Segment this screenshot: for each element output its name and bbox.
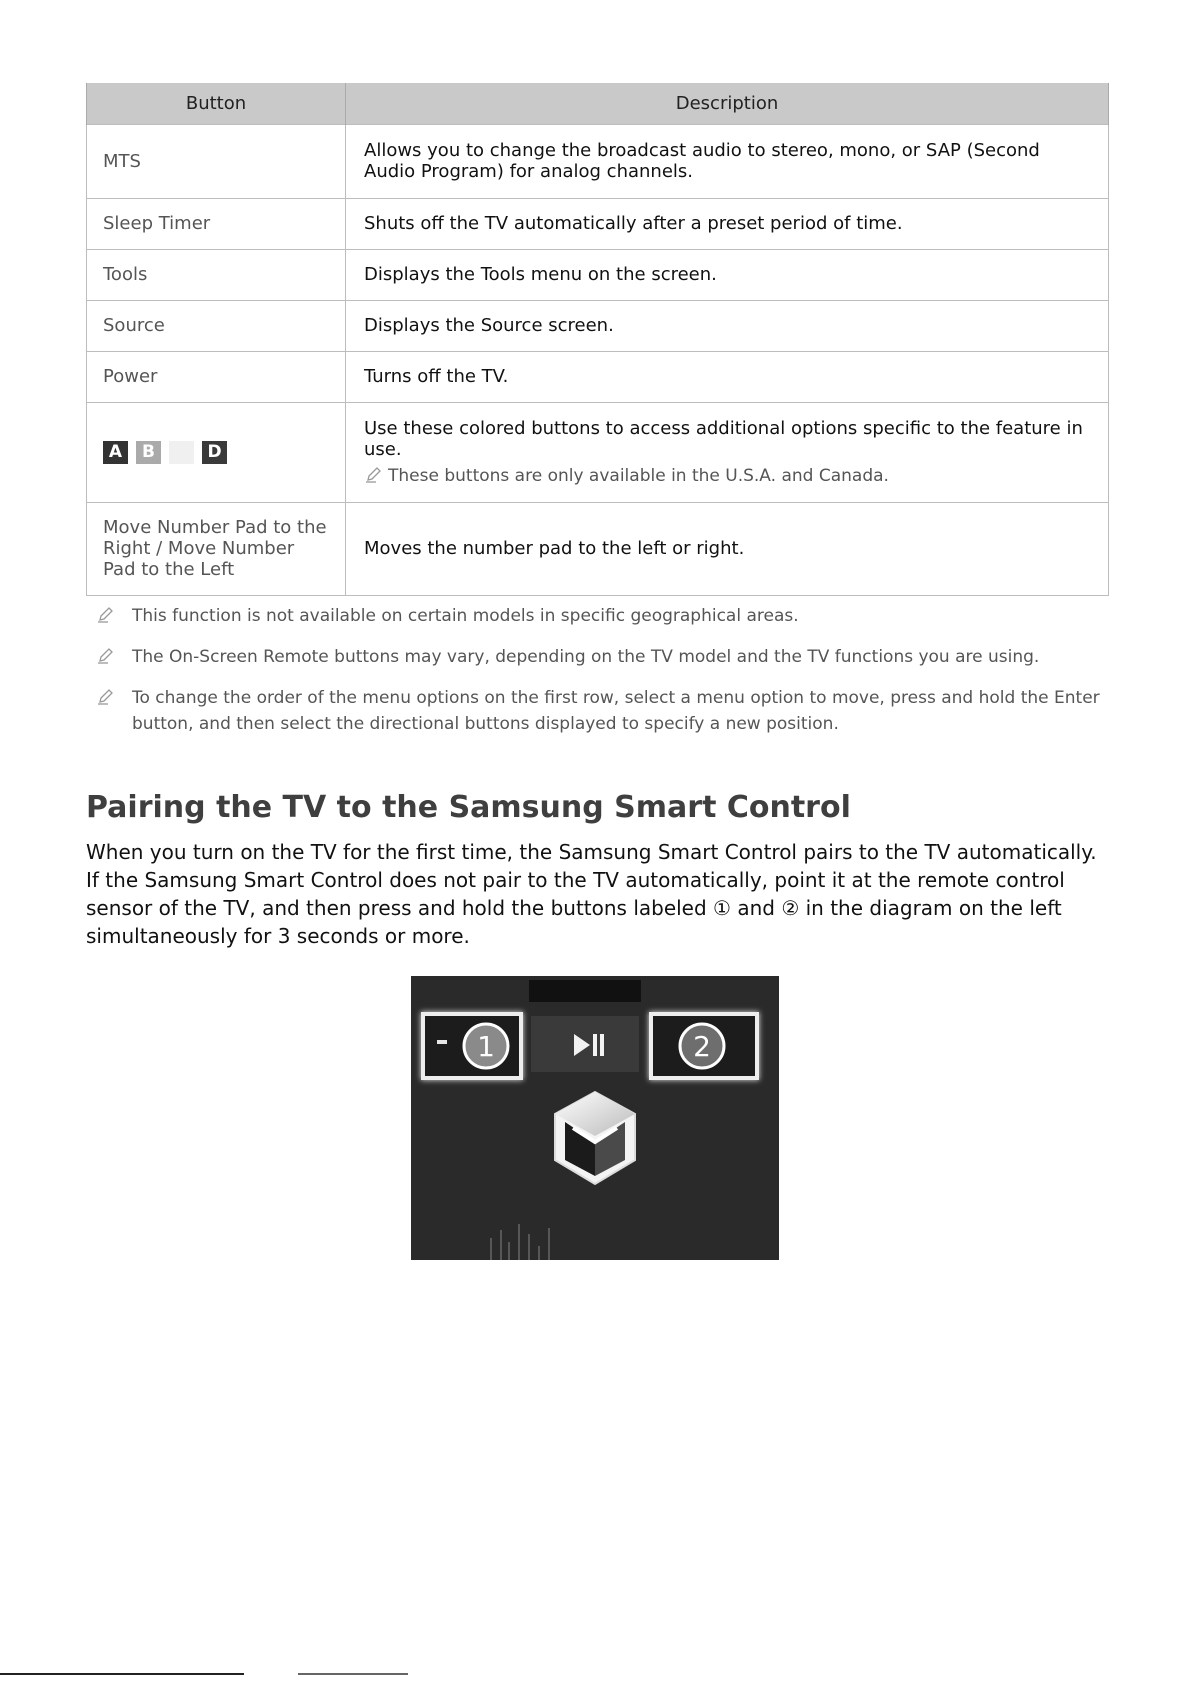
footer-rule: [298, 1673, 408, 1675]
section-title: Pairing the TV to the Samsung Smart Control: [86, 790, 851, 825]
table-row: [87, 249, 1109, 300]
note-text: To change the order of the menu options on the first row, select a menu option to move, press and hold the Enter button, and then select the directional buttons displayed to specify a new position.: [132, 688, 1100, 734]
section-paragraph: When you turn on the TV for the first time, the Samsung Smart Control pairs to the TV automatically. If the Samsung Smart Control does not pair to the TV automatically, point it at the remote control sensor of the TV, and then press and hold the buttons labeled ① and ② in the diagram on the left simultaneously for 3 seconds or more.: [86, 840, 1097, 948]
footer-rule: [0, 1673, 244, 1675]
color-keys-cell: [87, 402, 346, 502]
button-1-label: 1: [477, 1030, 495, 1063]
table-row: [87, 300, 1109, 351]
table-row: [87, 402, 1109, 502]
button-description: Moves the number pad to the left or right.: [346, 502, 1109, 595]
button-description: Turns off the TV.: [346, 351, 1109, 402]
table-row: [87, 502, 1109, 595]
button-description-table: [86, 83, 1109, 596]
button-name: MTS: [87, 124, 346, 198]
button-description: [346, 402, 1109, 502]
pencil-icon: [364, 466, 382, 484]
button-name: Move Number Pad to the Right / Move Number Pad to the Left: [87, 502, 346, 595]
notes-list: [96, 603, 1106, 752]
color-key-b: B: [136, 441, 161, 464]
table-header-row: [87, 83, 1109, 124]
button-description: Allows you to change the broadcast audio to stereo, mono, or SAP (Second Audio Program) for analog channels.: [346, 124, 1109, 198]
button-name: Source: [87, 300, 346, 351]
button-description: Displays the Source screen.: [346, 300, 1109, 351]
color-keys-description: Use these colored buttons to access additional options specific to the feature in use.: [364, 417, 1083, 460]
pencil-icon: [96, 647, 114, 665]
color-key-a: A: [103, 441, 128, 464]
inline-note-text: These buttons are only available in the U.S.A. and Canada.: [388, 465, 889, 486]
color-key-d: D: [202, 441, 227, 464]
button-1-highlight: [423, 1014, 521, 1078]
note-text: The On-Screen Remote buttons may vary, depending on the TV model and the TV functions you are using.: [132, 647, 1040, 667]
button-name: Tools: [87, 249, 346, 300]
button-name: Power: [87, 351, 346, 402]
remote-diagram-svg: [411, 976, 779, 1260]
table-row: [87, 124, 1109, 198]
note-item: [96, 685, 1106, 737]
pencil-icon: [96, 606, 114, 624]
header-description: Description: [346, 83, 1109, 124]
table-row: [87, 351, 1109, 402]
header-button: Button: [87, 83, 346, 124]
button-description: Shuts off the TV automatically after a preset period of time.: [346, 198, 1109, 249]
button-2-label: 2: [693, 1030, 711, 1063]
note-item: [96, 603, 1106, 629]
remote-diagram: [411, 976, 779, 1260]
button-description: Displays the Tools menu on the screen.: [346, 249, 1109, 300]
remote-top-bar: [529, 980, 641, 1002]
table-row: [87, 198, 1109, 249]
pencil-icon: [96, 688, 114, 706]
color-keys: [103, 441, 327, 464]
inline-note: [364, 466, 1090, 487]
button-name: Sleep Timer: [87, 198, 346, 249]
button-2-highlight: [651, 1014, 757, 1078]
note-text: This function is not available on certain models in specific geographical areas.: [132, 606, 799, 626]
note-item: [96, 644, 1106, 670]
color-key-c: C: [169, 441, 194, 464]
